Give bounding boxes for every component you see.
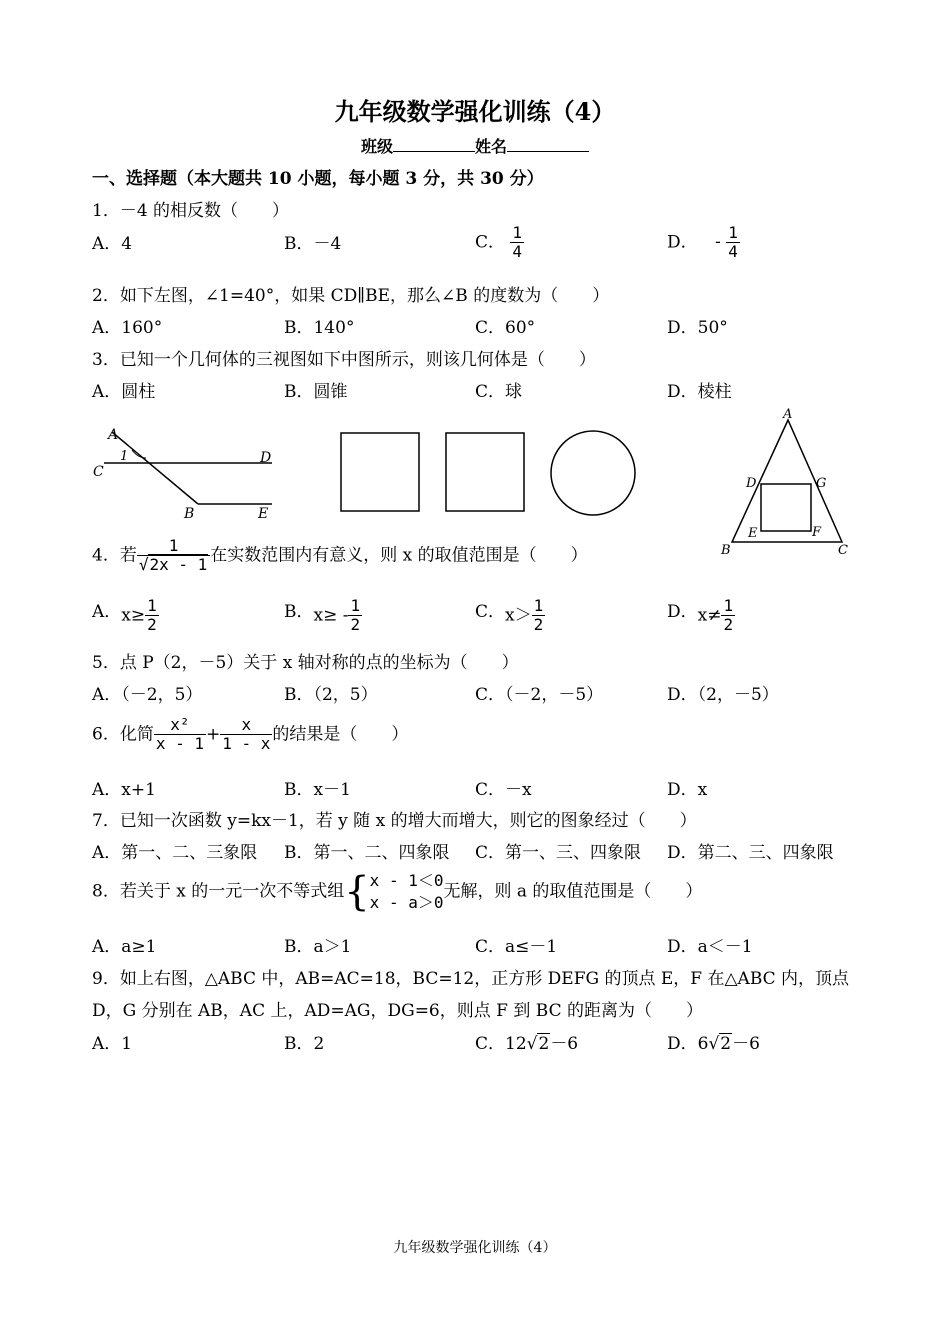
q1-option-b[interactable]: B．－4 — [284, 234, 342, 254]
label-d: D — [260, 450, 272, 466]
stem-text: 8．若关于 x 的一元一次不等式组 — [92, 881, 345, 902]
question-9-stem-line1: 9．如上右图，△ABC 中，AB=AC=18，BC=12，正方形 DEFG 的顶点 E，F 在△ABC 内，顶点 — [92, 969, 850, 989]
q1-option-d[interactable] — [667, 224, 740, 262]
radicand: 2x - 1 — [149, 555, 208, 575]
q4-option-b[interactable] — [284, 597, 362, 635]
q1-option-a[interactable]: A．4 — [92, 234, 133, 254]
student-info-line — [0, 134, 950, 157]
question-1-stem: 1．－4 的相反数（ ） — [92, 201, 290, 221]
q2-option-a[interactable]: A．160° — [92, 318, 163, 338]
frac-den: 4 — [728, 242, 738, 262]
label-f: F — [812, 525, 822, 540]
section-heading: 一、选择题（本大题共 10 小题，每小题 3 分，共 30 分） — [92, 169, 544, 189]
label-e: E — [258, 506, 269, 522]
q5-option-c[interactable]: C．（－2，－5） — [475, 685, 604, 705]
page-footer: 九年级数学强化训练（4） — [393, 1240, 557, 1256]
question-9-stem-line2: D，G 分别在 AB，AC 上，AD=AG，DG=6，则点 F 到 BC 的距离为（ ） — [92, 1001, 703, 1021]
q2-option-b[interactable]: B．140° — [284, 318, 355, 338]
front-view-square — [341, 433, 419, 511]
frac-den: 2 — [533, 615, 544, 635]
brace-symbol: { — [344, 869, 370, 915]
q5-option-a[interactable]: A．（－2，5） — [92, 685, 203, 705]
class-label: 班级 — [360, 137, 393, 156]
q3-option-a[interactable]: A．圆柱 — [92, 382, 156, 402]
q3-option-b[interactable]: B．圆锥 — [284, 382, 348, 402]
frac-num: 1 — [512, 223, 523, 242]
frac-den: 2 — [350, 615, 361, 635]
q9-option-a[interactable]: A．1 — [92, 1034, 133, 1054]
option-label: C． — [475, 602, 506, 622]
name-label: 姓名 — [475, 137, 508, 156]
q1-option-c[interactable] — [475, 224, 524, 262]
label-d: D — [746, 476, 757, 491]
option-text: x≥ - — [313, 605, 349, 626]
minus-sign: - — [715, 232, 721, 253]
radical-sign: √ — [708, 1034, 720, 1054]
q5-option-b[interactable]: B．（2，5） — [284, 685, 378, 705]
q5-option-d[interactable]: D．（2，－5） — [667, 685, 779, 705]
stem-text: 的结果是（ ） — [272, 724, 409, 745]
option-text: x≥ — [121, 605, 146, 626]
option-text: C．12 — [475, 1034, 527, 1054]
frac-den: 1 - x — [222, 734, 271, 754]
name-blank[interactable] — [507, 137, 589, 152]
top-view-circle — [551, 431, 635, 515]
inequality-1: x - 1＜0 — [369, 871, 444, 890]
label-b: B — [721, 543, 731, 558]
side-view-square — [446, 433, 524, 511]
frac-den: 4 — [512, 242, 523, 262]
label-g: G — [816, 476, 827, 491]
label-c: C — [838, 543, 848, 558]
stem-text: 4．若 — [92, 545, 137, 566]
question-2-stem: 2．如下左图，∠1=40°，如果 CD∥BE，那么∠B 的度数为（ ） — [92, 286, 610, 306]
option-text: x≠ — [697, 605, 722, 626]
frac-num: 1 — [728, 223, 738, 242]
q8-option-b[interactable]: B．a＞1 — [284, 937, 352, 957]
q7-option-a[interactable]: A．第一、二、三象限 — [92, 843, 258, 863]
label-e: E — [748, 526, 758, 541]
q7-option-b[interactable]: B．第一、二、四象限 — [284, 843, 450, 863]
frac-den: x - 1 — [155, 734, 204, 754]
radical-sign: √ — [138, 555, 149, 575]
page-title: 九年级数学强化训练（4） — [334, 97, 616, 126]
q9-option-d[interactable] — [667, 1029, 760, 1054]
label-angle-1: 1 — [120, 449, 129, 464]
q4-option-a[interactable] — [92, 597, 159, 635]
q2-option-d[interactable]: D．50° — [667, 318, 728, 338]
q8-option-c[interactable]: C．a≤－1 — [475, 937, 558, 957]
q2-option-c[interactable]: C．60° — [475, 318, 536, 338]
q8-option-a[interactable]: A．a≥1 — [92, 937, 157, 957]
q6-option-c[interactable]: C．－x — [475, 780, 532, 800]
triangle-square-figure — [712, 404, 862, 560]
q6-option-a[interactable]: A．x+1 — [92, 780, 156, 800]
question-7-stem: 7．已知一次函数 y=kx－1，若 y 随 x 的增大而增大，则它的图象经过（ ） — [92, 811, 697, 831]
question-8-stem — [92, 870, 702, 914]
parallel-lines-figure — [88, 422, 288, 524]
plus-sign: + — [206, 724, 221, 745]
q3-option-c[interactable]: C．球 — [475, 382, 523, 402]
frac-num: 1 — [350, 596, 361, 615]
inequality-2: x - a＞0 — [369, 893, 444, 912]
q6-option-d[interactable]: D．x — [667, 780, 708, 800]
frac-num: 1 — [147, 596, 157, 615]
stem-text: 6．化简 — [92, 724, 154, 745]
q6-option-b[interactable]: B．x－1 — [284, 780, 351, 800]
question-4-stem — [92, 537, 588, 575]
frac-num: x² — [170, 715, 190, 734]
option-label: B． — [284, 602, 314, 622]
label-b: B — [184, 506, 195, 522]
option-text: －6 — [550, 1034, 579, 1054]
q4-option-c[interactable] — [475, 597, 545, 635]
frac-num: 1 — [168, 536, 179, 555]
radicand: 2 — [720, 1034, 732, 1054]
option-text: x＞ — [505, 605, 532, 626]
inequality-system — [370, 870, 444, 914]
frac-num: x — [241, 715, 252, 734]
label-c: C — [93, 464, 104, 480]
frac-den: 2 — [147, 615, 157, 635]
option-text: －6 — [732, 1034, 760, 1054]
radicand: 2 — [538, 1034, 550, 1054]
option-text: D．6 — [667, 1034, 709, 1054]
radical-sign: √ — [526, 1034, 538, 1054]
three-view-figure — [336, 428, 646, 518]
frac-den: 2 — [723, 615, 734, 635]
q3-option-d[interactable]: D．棱柱 — [667, 382, 732, 402]
option-label: C． — [475, 232, 506, 253]
question-6-stem — [92, 716, 408, 754]
q4-option-d[interactable] — [667, 597, 735, 635]
frac-num: 1 — [723, 596, 734, 615]
stem-text: 无解，则 a 的取值范围是（ ） — [443, 881, 703, 902]
question-3-stem: 3．已知一个几何体的三视图如下中图所示，则该几何体是（ ） — [92, 350, 596, 370]
q7-option-d[interactable]: D．第二、三、四象限 — [667, 843, 834, 863]
label-a: A — [783, 407, 793, 422]
q8-option-d[interactable]: D．a＜－1 — [667, 937, 753, 957]
stem-text: 在实数范围内有意义，则 x 的取值范围是（ ） — [210, 545, 588, 566]
option-label: D． — [667, 232, 698, 253]
class-blank[interactable] — [393, 137, 475, 152]
label-a: A — [108, 427, 119, 443]
q9-option-b[interactable]: B．2 — [284, 1034, 325, 1054]
frac-num: 1 — [533, 596, 544, 615]
option-label: A． — [92, 602, 122, 622]
option-label: D． — [667, 602, 698, 622]
question-5-stem: 5．点 P（2，－5）关于 x 轴对称的点的坐标为（ ） — [92, 653, 519, 673]
q9-option-c[interactable] — [475, 1029, 578, 1054]
q7-option-c[interactable]: C．第一、三、四象限 — [475, 843, 642, 863]
